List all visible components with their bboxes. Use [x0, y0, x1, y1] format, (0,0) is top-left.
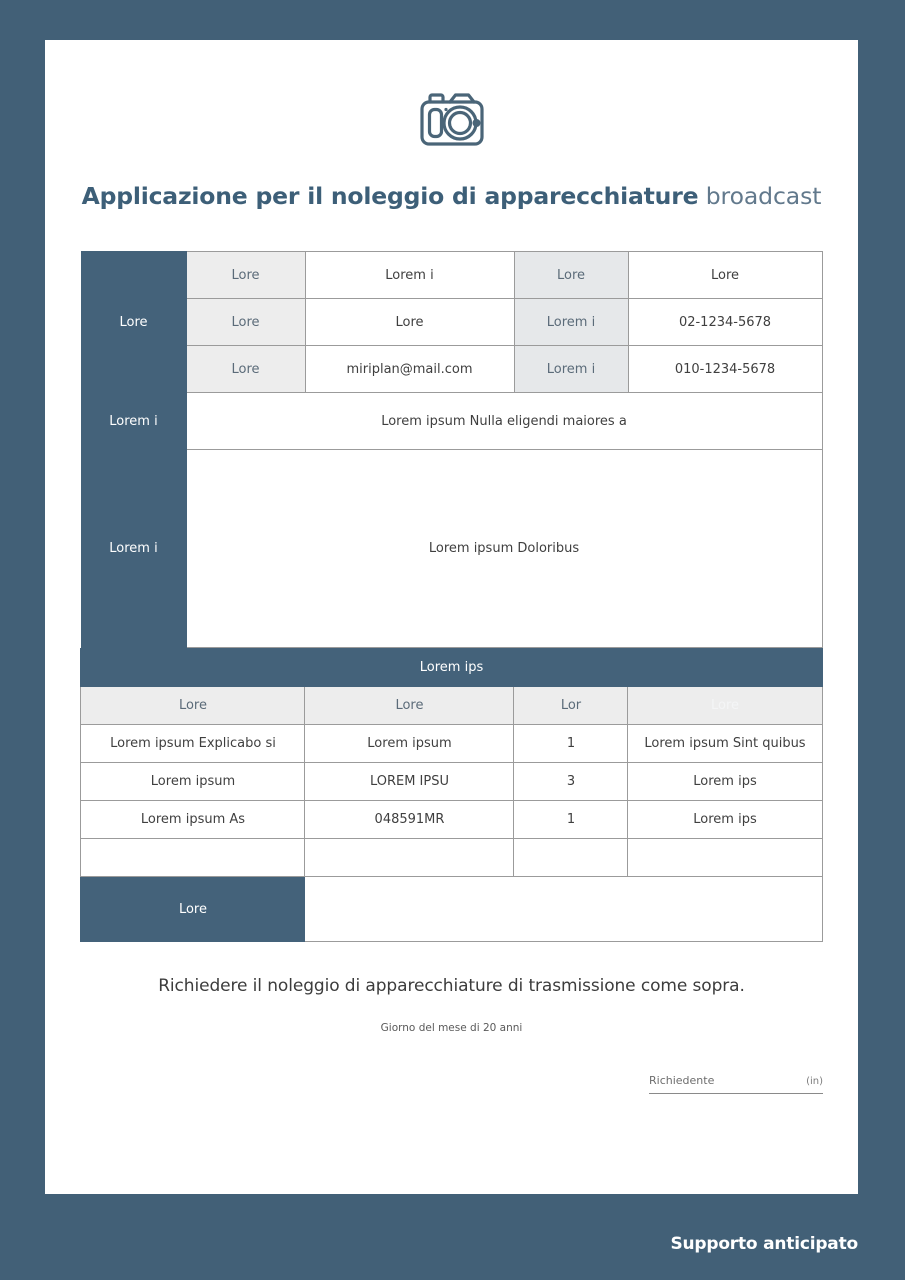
document-sheet	[45, 40, 858, 1194]
table-row	[81, 252, 822, 299]
cell-value[interactable]: Lorem ips	[628, 763, 822, 801]
detail-label: Lorem i	[81, 450, 186, 648]
cell-value[interactable]	[628, 839, 822, 877]
cell-value[interactable]: Lore	[305, 299, 514, 346]
column-header: Lor	[514, 687, 628, 725]
cell-label: Lore	[186, 299, 305, 346]
column-header: Lore	[305, 687, 514, 725]
table-row	[81, 725, 822, 763]
cell-quantity[interactable]: 1	[514, 725, 628, 763]
cell-quantity[interactable]	[514, 839, 628, 877]
detail-value[interactable]: Lorem ipsum Nulla eligendi maiores a	[186, 393, 822, 450]
footer-brand: Supporto anticipato	[670, 1234, 858, 1254]
cell-value[interactable]: Lorem i	[305, 252, 514, 299]
cell-label: Lore	[514, 252, 628, 299]
cell-value[interactable]: Lorem ips	[628, 801, 822, 839]
detail-label: Lorem i	[81, 393, 186, 450]
cell-value[interactable]: Lorem ipsum Explicabo si	[81, 725, 305, 763]
equipment-table	[80, 648, 822, 942]
statement-text: Richiedere il noleggio di apparecchiature di trasmissione come sopra.	[158, 976, 745, 997]
equipment-banner: Lorem ips	[81, 649, 822, 687]
cell-phone[interactable]: 010-1234-5678	[628, 346, 822, 393]
signature-label: Richiedente	[649, 1074, 715, 1088]
table-row	[81, 393, 822, 450]
cell-label: Lorem i	[514, 346, 628, 393]
cell-value[interactable]	[305, 839, 514, 877]
page-title	[45, 182, 858, 211]
equipment-header-row	[81, 687, 822, 725]
equipment-footer-row	[81, 877, 822, 942]
equipment-footer-label: Lore	[81, 877, 305, 942]
statement-date: Giorno del mese di 20 anni	[380, 1022, 523, 1035]
title-light: broadcast	[705, 182, 822, 210]
applicant-side-label: Lore	[81, 252, 186, 393]
table-row-empty	[81, 839, 822, 877]
table-row	[81, 346, 822, 393]
table-row	[81, 299, 822, 346]
column-header: Lore	[81, 687, 305, 725]
cell-value[interactable]: Lorem ipsum As	[81, 801, 305, 839]
cell-value[interactable]: Lorem ipsum	[305, 725, 514, 763]
cell-phone[interactable]: 02-1234-5678	[628, 299, 822, 346]
cell-value[interactable]: Lorem ipsum	[81, 763, 305, 801]
column-header: Lore	[628, 687, 822, 725]
cell-value[interactable]	[81, 839, 305, 877]
signature-line[interactable]	[649, 1074, 823, 1094]
detail-value[interactable]: Lorem ipsum Doloribus	[186, 450, 822, 648]
equipment-footer-value[interactable]	[305, 877, 822, 942]
cell-quantity[interactable]: 1	[514, 801, 628, 839]
cell-label: Lore	[186, 252, 305, 299]
applicant-table	[81, 251, 823, 648]
cell-value[interactable]: Lore	[628, 252, 822, 299]
signature-unit: (in)	[806, 1076, 823, 1088]
cell-email[interactable]: miriplan@mail.com	[305, 346, 514, 393]
cell-label: Lorem i	[514, 299, 628, 346]
table-row	[81, 450, 822, 648]
table-row	[81, 801, 822, 839]
camera-icon	[417, 88, 487, 150]
title-strong: Applicazione per il noleggio di apparecchiature	[81, 182, 699, 210]
cell-quantity[interactable]: 3	[514, 763, 628, 801]
cell-value[interactable]: LOREM IPSU	[305, 763, 514, 801]
signature-area	[45, 1074, 858, 1094]
table-row	[81, 763, 822, 801]
cell-serial[interactable]: 048591MR	[305, 801, 514, 839]
logo-container	[45, 40, 858, 150]
cell-label: Lore	[186, 346, 305, 393]
cell-value[interactable]: Lorem ipsum Sint quibus	[628, 725, 822, 763]
equipment-banner-row	[81, 649, 822, 687]
